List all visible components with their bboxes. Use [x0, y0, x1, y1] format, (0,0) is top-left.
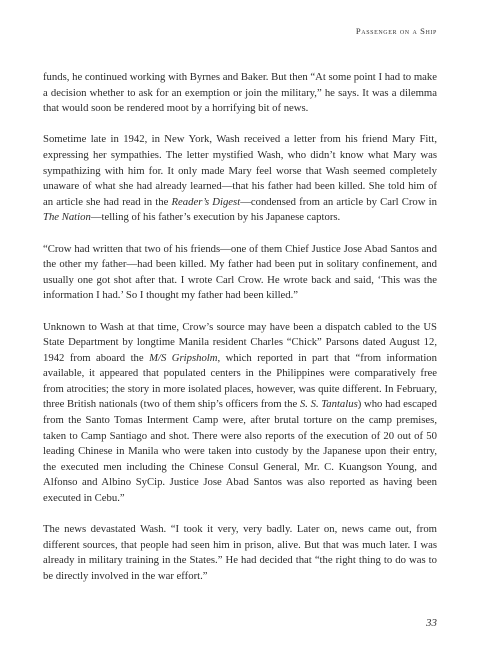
- text-run: Unknown to Wash at that time, Crow’s source may have been a dispatch cabled to the US State Department by longtime Manila resident Charles “Chick” Parsons dated August 12, 1942 from aboard the: [43, 320, 437, 364]
- paragraph-1: [43, 70, 437, 117]
- text-run: funds, he continued working with Byrnes and Baker. But then “At some point I had to make a decision whether to ask for an exemption or join the military,” he says. It was a dilemma that would soon be rendered moot by a horrifying bit of news.: [43, 71, 437, 115]
- paragraph-5: [43, 522, 437, 584]
- italic-title: Reader’s Digest: [171, 195, 241, 208]
- body-text: [43, 70, 437, 600]
- paragraph-3: [43, 242, 437, 304]
- text-run: , which reported in part that “from information available, it appeared that populated centers in the Philippines were comparatively free from atrocities; the story in more isolated places, however, was quite different. In February, three British nationals (two of them ship’s officers from the: [43, 351, 437, 411]
- running-head: Passenger on a Ship: [355, 26, 437, 36]
- text-run: —telling of his father’s execution by his Japanese captors.: [90, 211, 341, 224]
- paragraph-2: [43, 132, 437, 226]
- italic-title: S. S. Tantalus: [299, 398, 358, 411]
- text-run: ) who had escaped from the Santo Tomas Interment Camp were, after brutal torture on the camp premises, taken to Camp Santiago and shot. There were also reports of the execution of 20 out of 50 leading Chinese in Manila who were taken into custody by the Japanese upon their entry, the executed men including the Chinese Consul General, Mr. C. Kuangson Young, and Alfonso and Albino SyCip. Justice Jose Abad Santos was also reported as having been executed in Cebu.”: [43, 398, 438, 505]
- italic-title: The Nation: [43, 211, 91, 224]
- paragraph-4: [43, 320, 437, 507]
- page-number: 33: [426, 617, 437, 629]
- text-run: —condensed from an article by Carl Crow in: [240, 195, 437, 208]
- text-run: “Crow had written that two of his friends—one of them Chief Justice Jose Abad Santos and the other my father—had been killed. My father had been put in solitary confinement, and usually one got shot after that. I wrote Carl Crow. He wrote back and said, ‘This was the information I had.’ So I thought my father had been killed.”: [43, 242, 437, 302]
- italic-title: M/S Gripsholm: [149, 351, 218, 364]
- text-run: Sometime late in 1942, in New York, Wash received a letter from his friend Mary Fitt, expressing her sympathies. The letter mystified Wash, who didn’t know what Mary was sympathizing with him for. It only made Mary feel worse that Wash seemed completely unaware of what she had already learned—that his father had been killed. She told him of an article she had read in the: [43, 133, 437, 208]
- text-run: The news devastated Wash. “I took it very, very badly. Later on, news came out, from different sources, that people had seen him in prison, alive. But that was much later. I was already in military training in the States.” He had decided that “the right thing to do was to be directly involved in the war effort.”: [43, 523, 437, 582]
